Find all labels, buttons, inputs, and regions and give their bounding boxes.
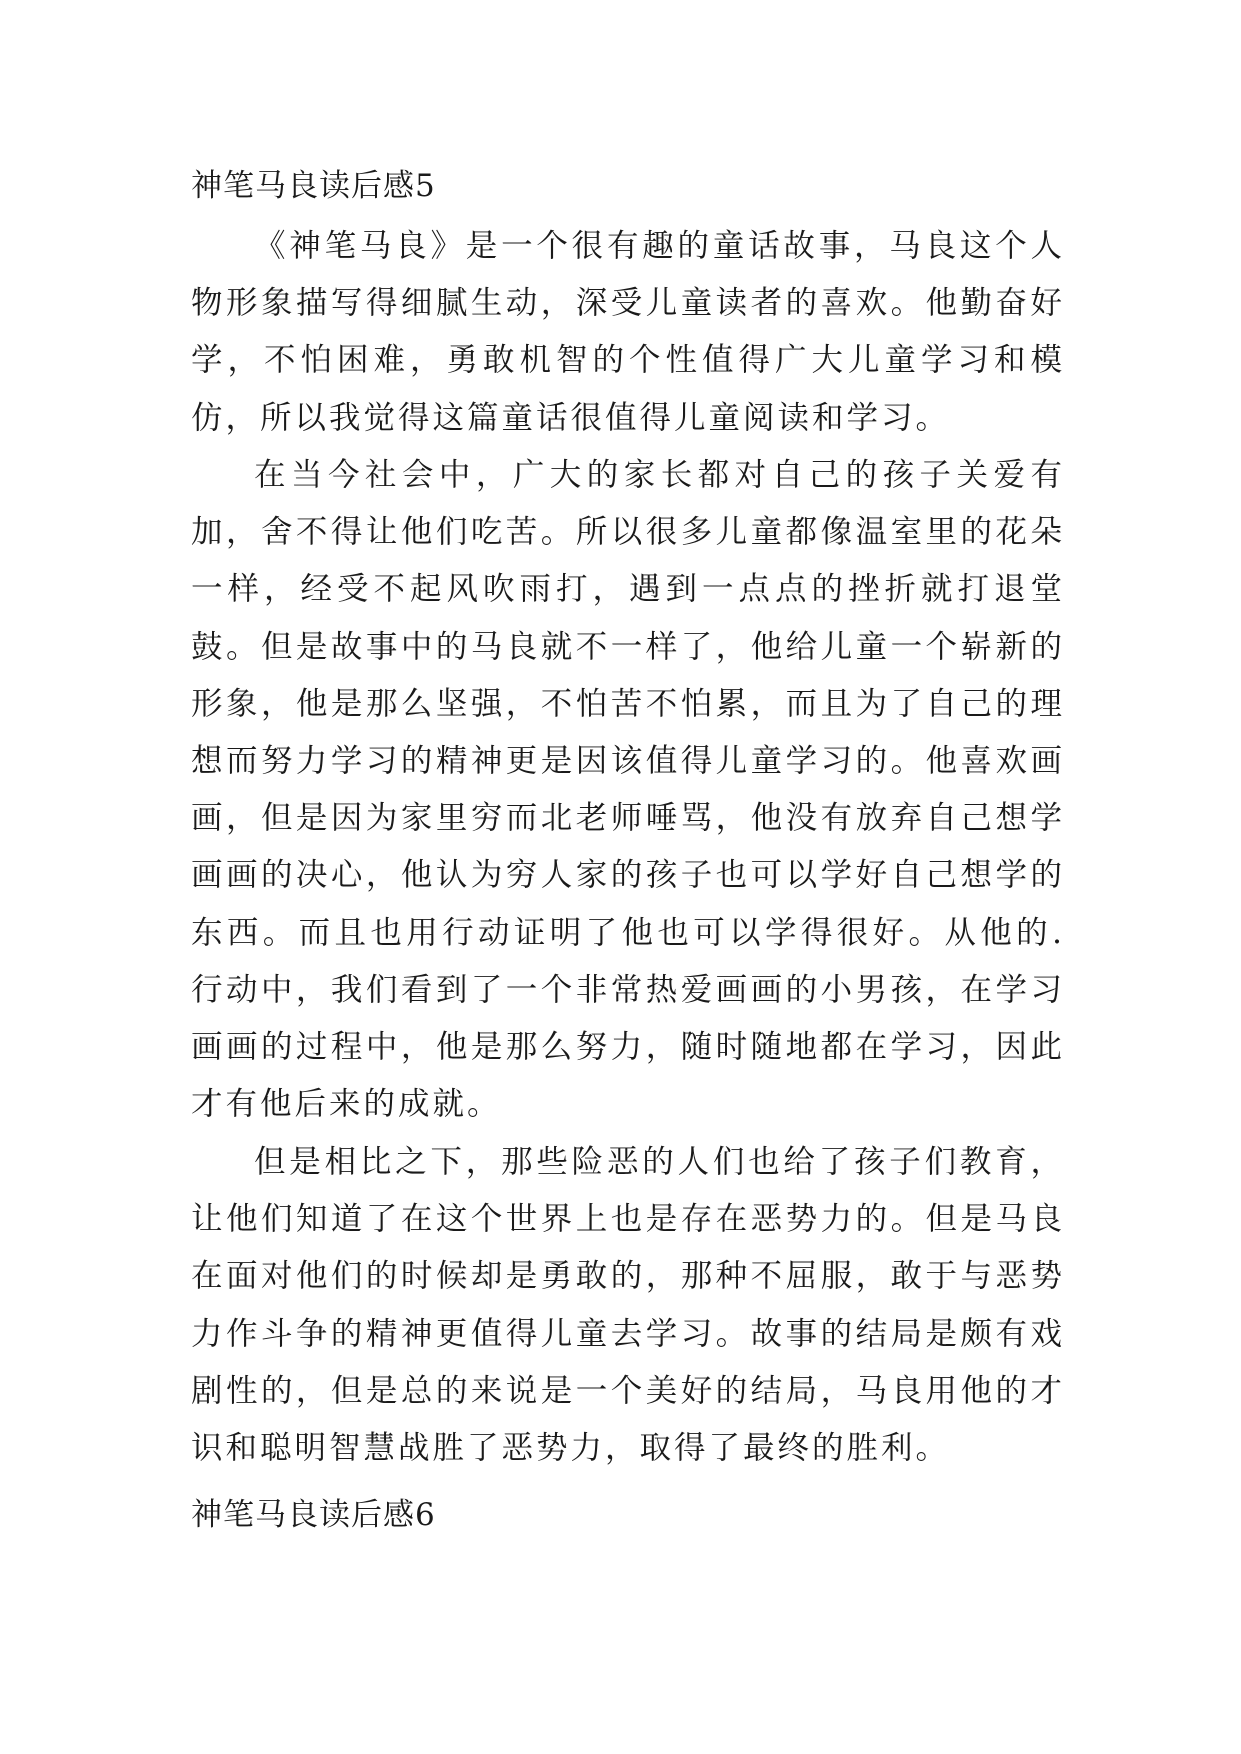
body-paragraph: 在当今社会中，广大的家长都对自己的孩子关爱有加，舍不得让他们吃苦。所以很多儿童都像温室里的花朵一样，经受不起风吹雨打，遇到一点点的挫折就打退堂鼓。但是故事中的马良就不一样了，他给儿童一个崭新的形象，他是那么坚强，不怕苦不怕累，而且为了自己的理想而努力学习的精神更是因该值得儿童学习的。他喜欢画画，但是因为家里穷而北老师唾骂，他没有放弃自己想学画画的决心，他认为穷人家的孩子也可以学好自己想学的东西。而且也用行动证明了他也可以学得很好。从他的.行动中，我们看到了一个非常热爱画画的小男孩，在学习画画的过程中，他是那么努力，随时随地都在学习，因此才有他后来的成就。 bbox=[191, 457, 1065, 1123]
section-title: 神笔马良读后感5 bbox=[191, 168, 436, 204]
body-paragraph: 但是相比之下，那些险恶的人们也给了孩子们教育，让他们知道了在这个世界上也是存在恶势力的。但是马良在面对他们的时候却是勇敢的，那种不屈服，敢于与恶势力作斗争的精神更值得儿童去学习。故事的结局是颇有戏剧性的，但是总的来说是一个美好的结局，马良用他的才识和聪明智慧战胜了恶势力，取得了最终的胜利。 bbox=[191, 1144, 1065, 1467]
section-title: 神笔马良读后感6 bbox=[191, 1497, 436, 1533]
body-paragraph: 《神笔马良》是一个很有趣的童话故事，马良这个人物形象描写得细腻生动，深受儿童读者的喜欢。他勤奋好学，不怕困难，勇敢机智的个性值得广大儿童学习和模仿，所以我觉得这篇童话很值得儿童阅读和学习。 bbox=[191, 228, 1065, 436]
